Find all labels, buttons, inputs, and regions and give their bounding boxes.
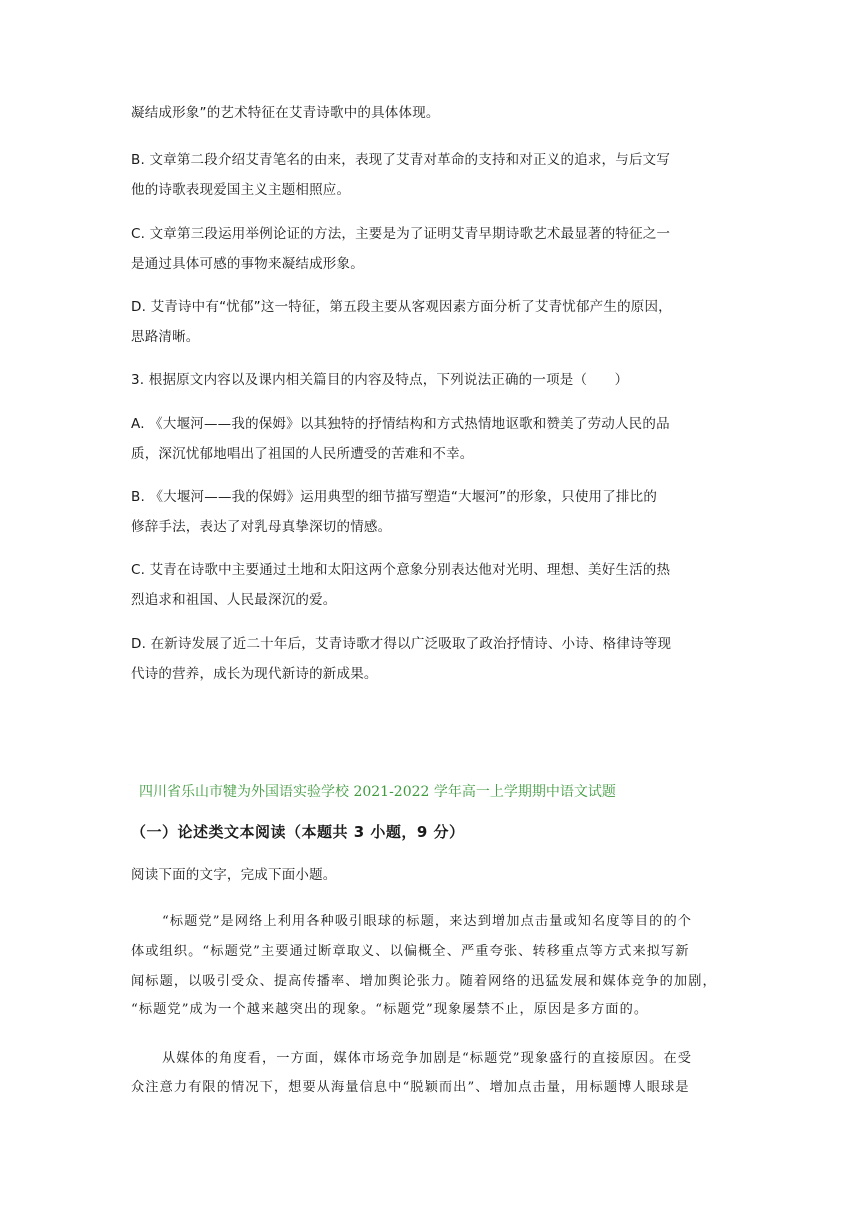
section-heading: （一）论述类文本阅读（本题共 3 小题，9 分） [131, 823, 465, 841]
passage-para1-line2: 体或组织。“标题党”主要通过断章取义、以偏概全、严重夸张、转移重点等方式来拟写新 [131, 944, 690, 959]
q3-option-d-line2: 代诗的营养，成长为现代新诗的新成果。 [131, 666, 378, 682]
question3-stem: 3. 根据原文内容以及课内相关篇目的内容及特点，下列说法正确的一项是（ ） [131, 372, 629, 388]
source-title: 四川省乐山市犍为外国语实验学校 2021-2022 学年高一上学期期中语文试题 [139, 784, 616, 800]
q3-option-c-line1: C. 艾青在诗歌中主要通过土地和太阳这两个意象分别表达他对光明、理想、美好生活的热 [131, 562, 671, 578]
passage-para1-line3: 闻标题，以吸引受众、提高传播率、增加舆论张力。随着网络的迅猛发展和媒体竞争的加剧， [131, 974, 717, 989]
q3-option-a-line1: A. 《大堰河——我的保姆》以其独特的抒情结构和方式热情地讴歌和赞美了劳动人民的品 [131, 416, 670, 432]
passage-para2-line2: 众注意力有限的情况下，想要从海量信息中“脱颖而出”、增加点击量，用标题博人眼球是 [131, 1080, 690, 1095]
q3-option-a-line2: 质，深沉忧郁地唱出了祖国的人民所遭受的苦难和不幸。 [131, 446, 474, 462]
q3-option-b-line2: 修辞手法，表达了对乳母真挚深切的情感。 [131, 519, 392, 535]
passage-para2-line1: 从媒体的角度看，一方面，媒体市场竞争加剧是“标题党”现象盛行的直接原因。在受 [162, 1051, 693, 1066]
prev-option-d-line2: 思路清晰。 [131, 329, 200, 345]
prev-option-b-line2: 他的诗歌表现爱国主义主题相照应。 [131, 182, 351, 198]
prev-option-d-line1: D. 艾青诗中有“忧郁”这一特征，第五段主要从客观因素方面分析了艾青忧郁产生的原因， [131, 299, 672, 315]
prev-option-c-line2: 是通过具体可感的事物来凝结成形象。 [131, 256, 364, 272]
q3-option-b-line1: B. 《大堰河——我的保姆》运用典型的细节描写塑造“大堰河”的形象，只使用了排比的 [131, 489, 658, 505]
passage-para1-line4: “标题党”成为一个越来越突出的现象。“标题党”现象屡禁不止，原因是多方面的。 [131, 1002, 649, 1017]
reading-instruction: 阅读下面的文字，完成下面小题。 [131, 867, 337, 883]
passage-para1-line1: “标题党”是网络上利用各种吸引眼球的标题，来达到增加点击量或知名度等目的的个 [162, 914, 693, 929]
prev-question-text: 凝结成形象”的艺术特征在艾青诗歌中的具体体现。 [131, 105, 440, 121]
prev-option-b-line1: B. 文章第二段介绍艾青笔名的由来，表现了艾青对革命的支持和对正义的追求，与后文写 [131, 152, 671, 168]
q3-option-c-line2: 烈追求和祖国、人民最深沉的爱。 [131, 592, 337, 608]
q3-option-d-line1: D. 在新诗发展了近二十年后，艾青诗歌才得以广泛吸取了政治抒情诗、小诗、格律诗等现 [131, 636, 672, 652]
prev-option-c-line1: C. 文章第三段运用举例论证的方法，主要是为了证明艾青早期诗歌艺术最显著的特征之一 [131, 226, 671, 242]
